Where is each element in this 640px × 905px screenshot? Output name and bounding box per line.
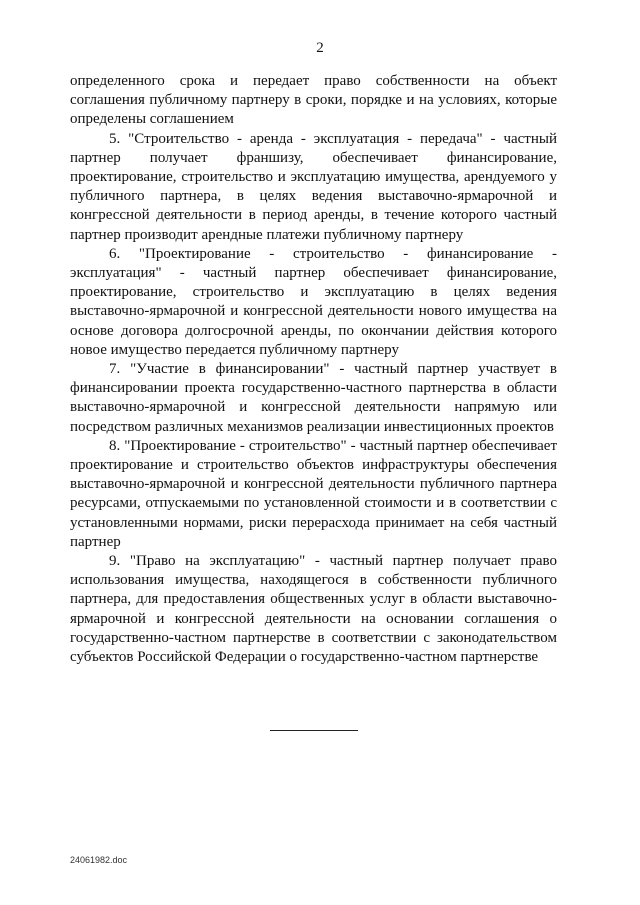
page-number: 2 — [316, 40, 324, 56]
paragraph-item-6: 6. "Проектирование - строительство - финансирование - эксплуатация" - частный партнер обеспечивает финансирование, проектирование, строительство и эксплуатацию в целях ведения выставочно-ярмарочной и конгрессной деятельности нового имущества на основе договора долгосрочной аренды, по окончании действия которого новое имущество передается публичному партнеру — [70, 245, 557, 358]
paragraph-item-8: 8. "Проектирование - строительство" - частный партнер обеспечивает проектирование и строительство объектов инфраструктуры обеспечения выставочно-ярмарочной и конгрессной деятельности публичного партнера ресурсами, отпускаемыми по установленной стоимости и в соответствии с установленными нормами, риски перерасхода принимает на себя частный партнер — [70, 437, 557, 550]
paragraph-item-9: 9. "Право на эксплуатацию" - частный партнер получает право использования имущества, находящегося в собственности публичного партнера, для предоставления общественных услуг в области выставочно-ярмарочной и конгрессной деятельности на основании соглашения о государственно-частном партнерстве в соответствии с законодательством субъектов Российской Федерации о государственно-частном партнерстве — [70, 553, 557, 666]
paragraph-continuation: определенного срока и передает право собственности на объект соглашения публичному партнеру в сроки, порядке и на условиях, которые определены соглашением — [70, 73, 557, 128]
paragraph-item-7: 7. "Участие в финансировании" - частный партнер участвует в финансировании проекта государственно-частного партнерства в области выставочно-ярмарочной и конгрессной деятельности напрямую или посредством различных механизмов реализации инвестиционных проектов — [70, 361, 557, 435]
paragraph-item-5: 5. "Строительство - аренда - эксплуатация - передача" - частный партнер получает франшизу, обеспечивает финансирование, проектирование, строительство и эксплуатацию имущества, арендуемого у публичного партнера, в целях ведения выставочно-ярмарочной и конгрессной деятельности в период аренды, в течение которого частный партнер производит арендные платежи публичному партнеру — [70, 130, 557, 243]
document-body — [70, 72, 557, 667]
footer-filename: 24061982.doc — [70, 855, 128, 865]
end-separator-line — [270, 730, 358, 731]
